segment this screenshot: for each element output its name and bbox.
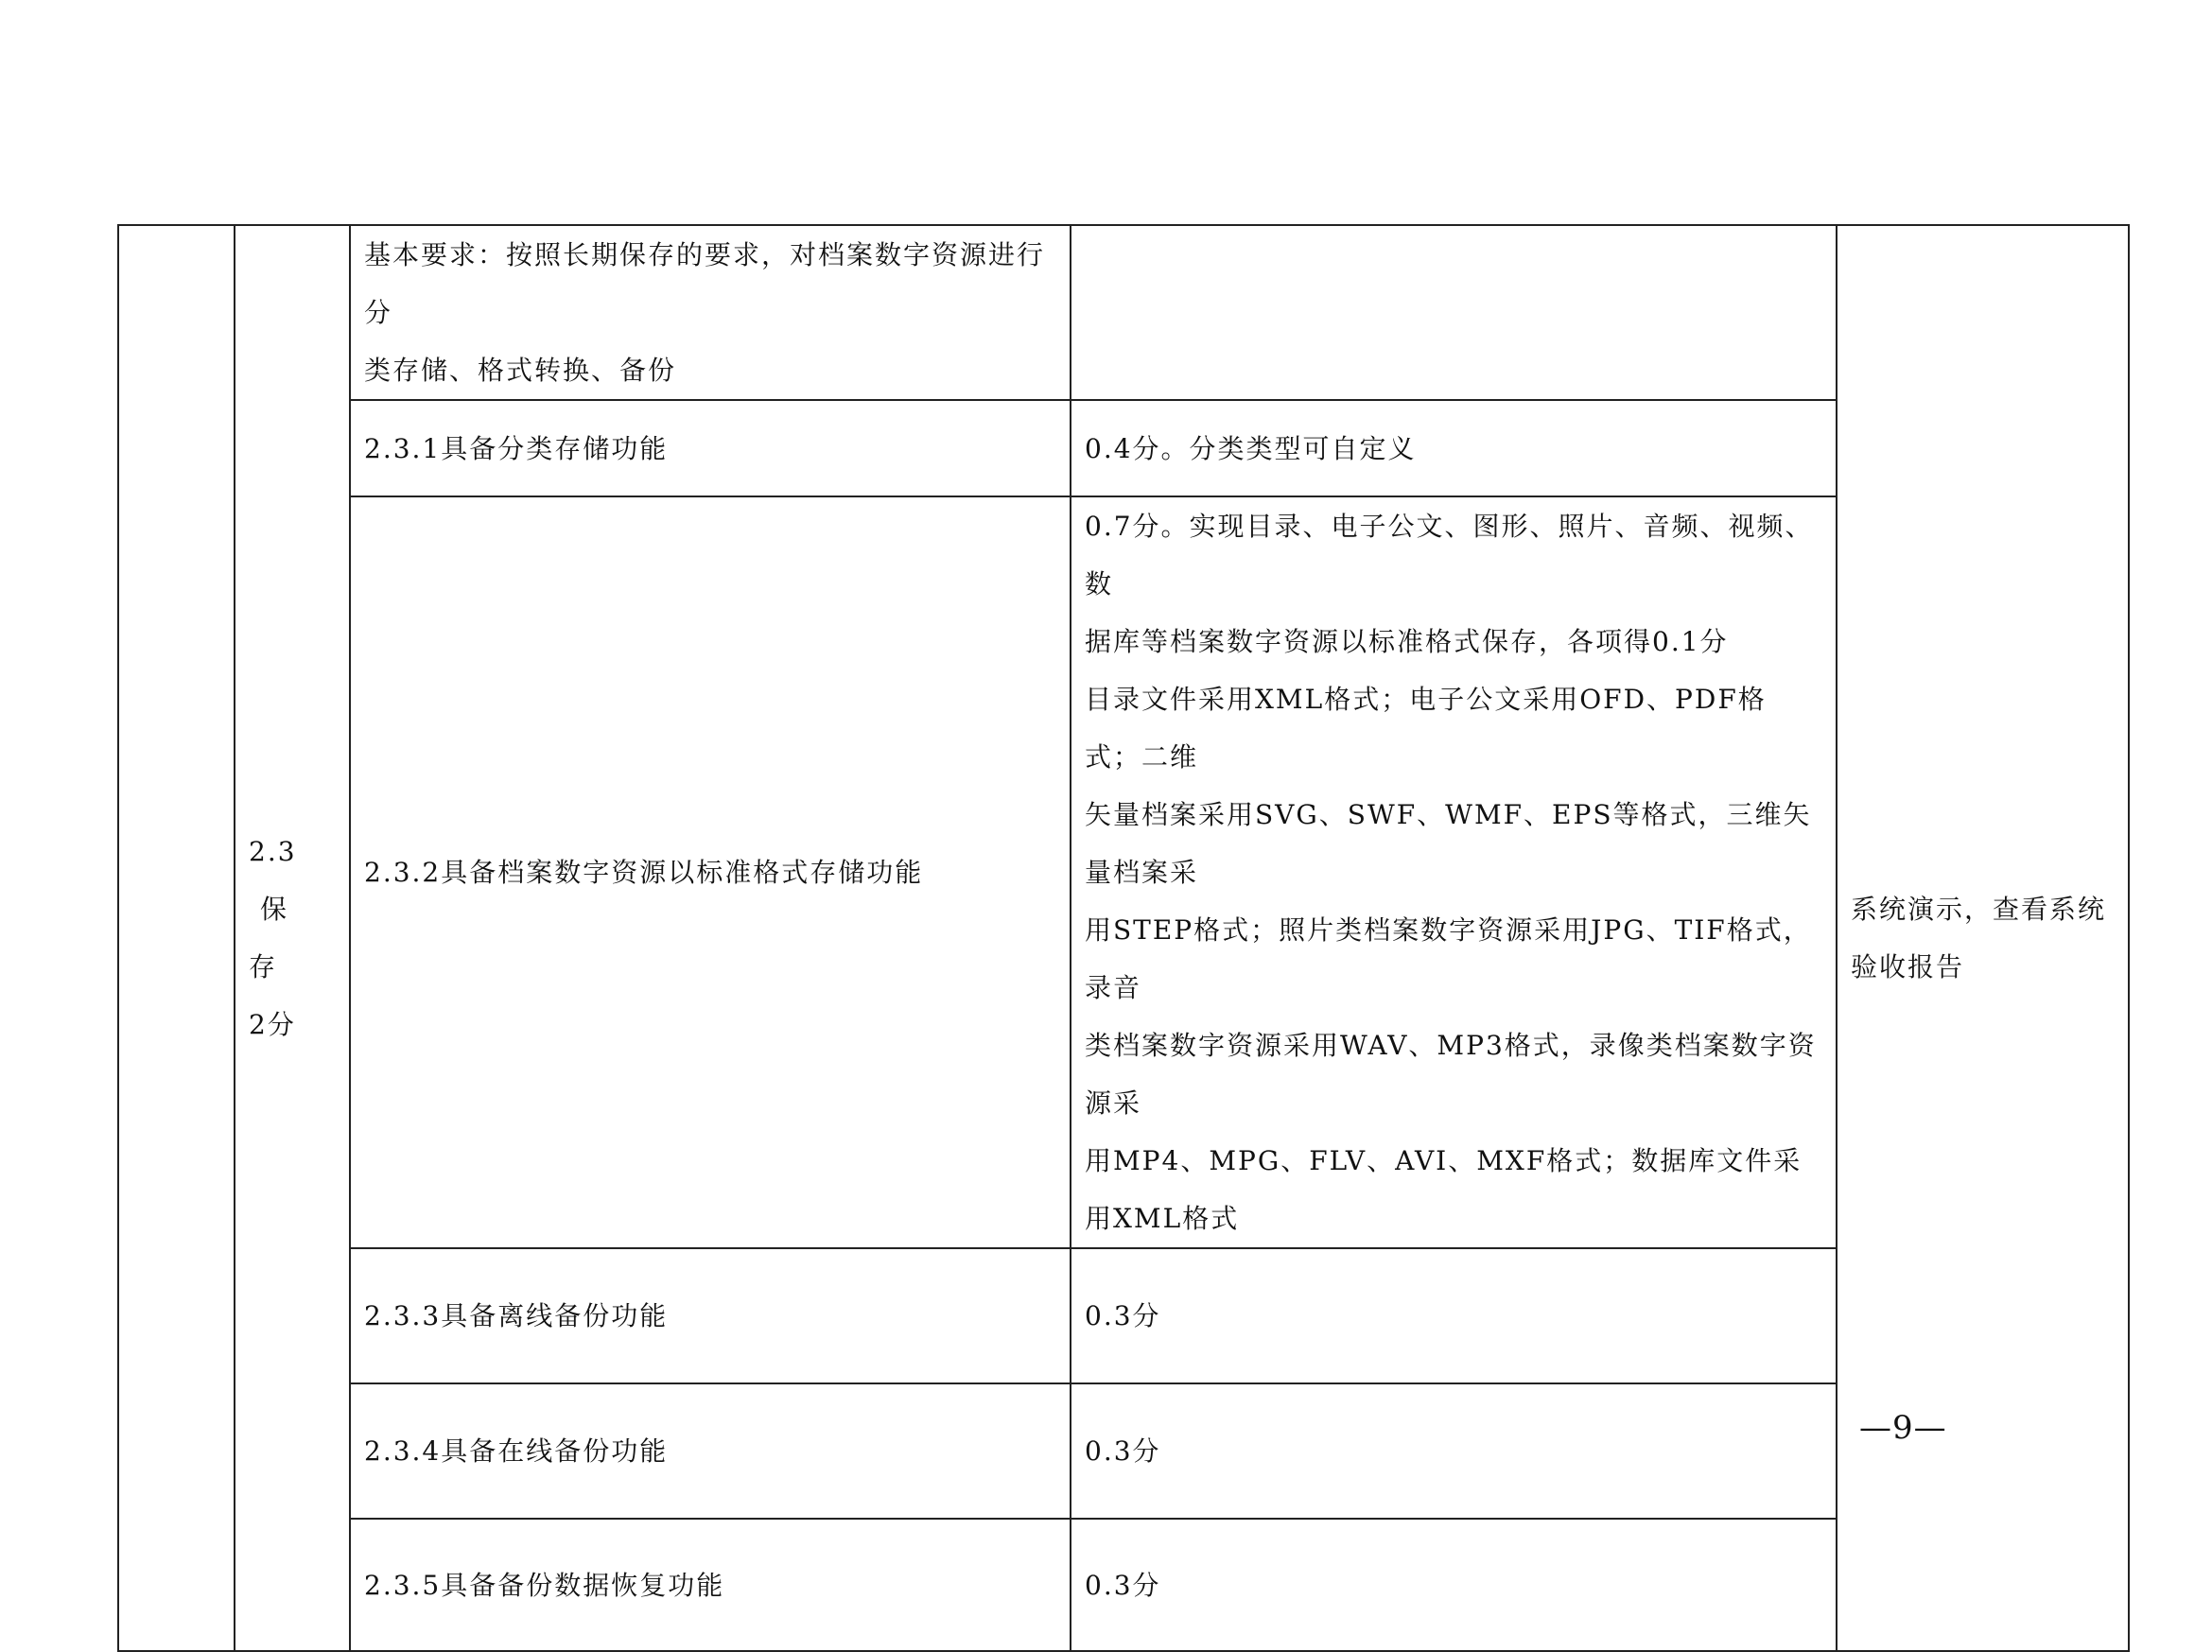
item-label-cell: 2.3.1具备分类存储功能 xyxy=(350,400,1071,496)
table-row xyxy=(118,496,2129,1248)
score-line: 目录文件采用XML格式；电子公文采用OFD、PDF格式；二维 xyxy=(1085,684,1767,773)
evaluation-table xyxy=(117,224,2130,1652)
table-row xyxy=(118,1519,2129,1651)
score-line: 矢量档案采用SVG、SWF、WMF、EPS等格式，三维矢量档案采 xyxy=(1085,799,1812,888)
table-row xyxy=(118,400,2129,496)
score-cell xyxy=(1071,1519,1837,1651)
score-line: 0.3分 xyxy=(1085,1435,1161,1467)
table-row xyxy=(118,225,2129,400)
section-title-line: 2.3保 xyxy=(249,836,297,925)
method-line: 验收报告 xyxy=(1851,951,1965,983)
score-line: 0.7分。实现目录、电子公文、图形、照片、音频、视频、数 xyxy=(1085,511,1814,600)
score-line: 0.4分。分类类型可自定义 xyxy=(1085,432,1417,464)
basic-requirement-line: 基本要求：按照长期保存的要求，对档案数字资源进行分 xyxy=(364,239,1046,328)
section-title-line: 存 xyxy=(249,951,278,983)
item-label-cell: 2.3.5具备备份数据恢复功能 xyxy=(350,1519,1071,1651)
score-line: 类档案数字资源采用WAV、MP3格式，录像类档案数字资源采 xyxy=(1085,1030,1817,1119)
score-cell xyxy=(1071,1248,1837,1383)
score-cell xyxy=(1071,1383,1837,1519)
table-row xyxy=(118,1383,2129,1519)
score-line: 0.3分 xyxy=(1085,1569,1161,1601)
section-cell xyxy=(235,225,350,1651)
page-number: —9— xyxy=(1859,1409,1947,1447)
score-line: 0.3分 xyxy=(1085,1300,1161,1331)
method-line: 系统演示，查看系统 xyxy=(1851,894,2107,925)
score-cell xyxy=(1071,400,1837,496)
item-label-cell: 2.3.2具备档案数字资源以标准格式存储功能 xyxy=(350,496,1071,1248)
item-label-cell: 2.3.4具备在线备份功能 xyxy=(350,1383,1071,1519)
score-cell xyxy=(1071,496,1837,1248)
basic-requirement-cell xyxy=(350,225,1071,400)
section-score: 2分 xyxy=(249,1009,296,1040)
table-row xyxy=(118,1248,2129,1383)
score-line: 用MP4、MPG、FLV、AVI、MXF格式；数据库文件采用XML格式 xyxy=(1085,1145,1803,1234)
item-label-cell: 2.3.3具备离线备份功能 xyxy=(350,1248,1071,1383)
score-line: 用STEP格式；照片类档案数字资源采用JPG、TIF格式，录音 xyxy=(1085,914,1812,1003)
category-cell xyxy=(118,225,235,1651)
basic-requirement-line: 类存储、格式转换、备份 xyxy=(364,355,677,386)
score-line: 据库等档案数字资源以标准格式保存，各项得0.1分 xyxy=(1085,626,1729,657)
score-cell xyxy=(1071,225,1837,400)
